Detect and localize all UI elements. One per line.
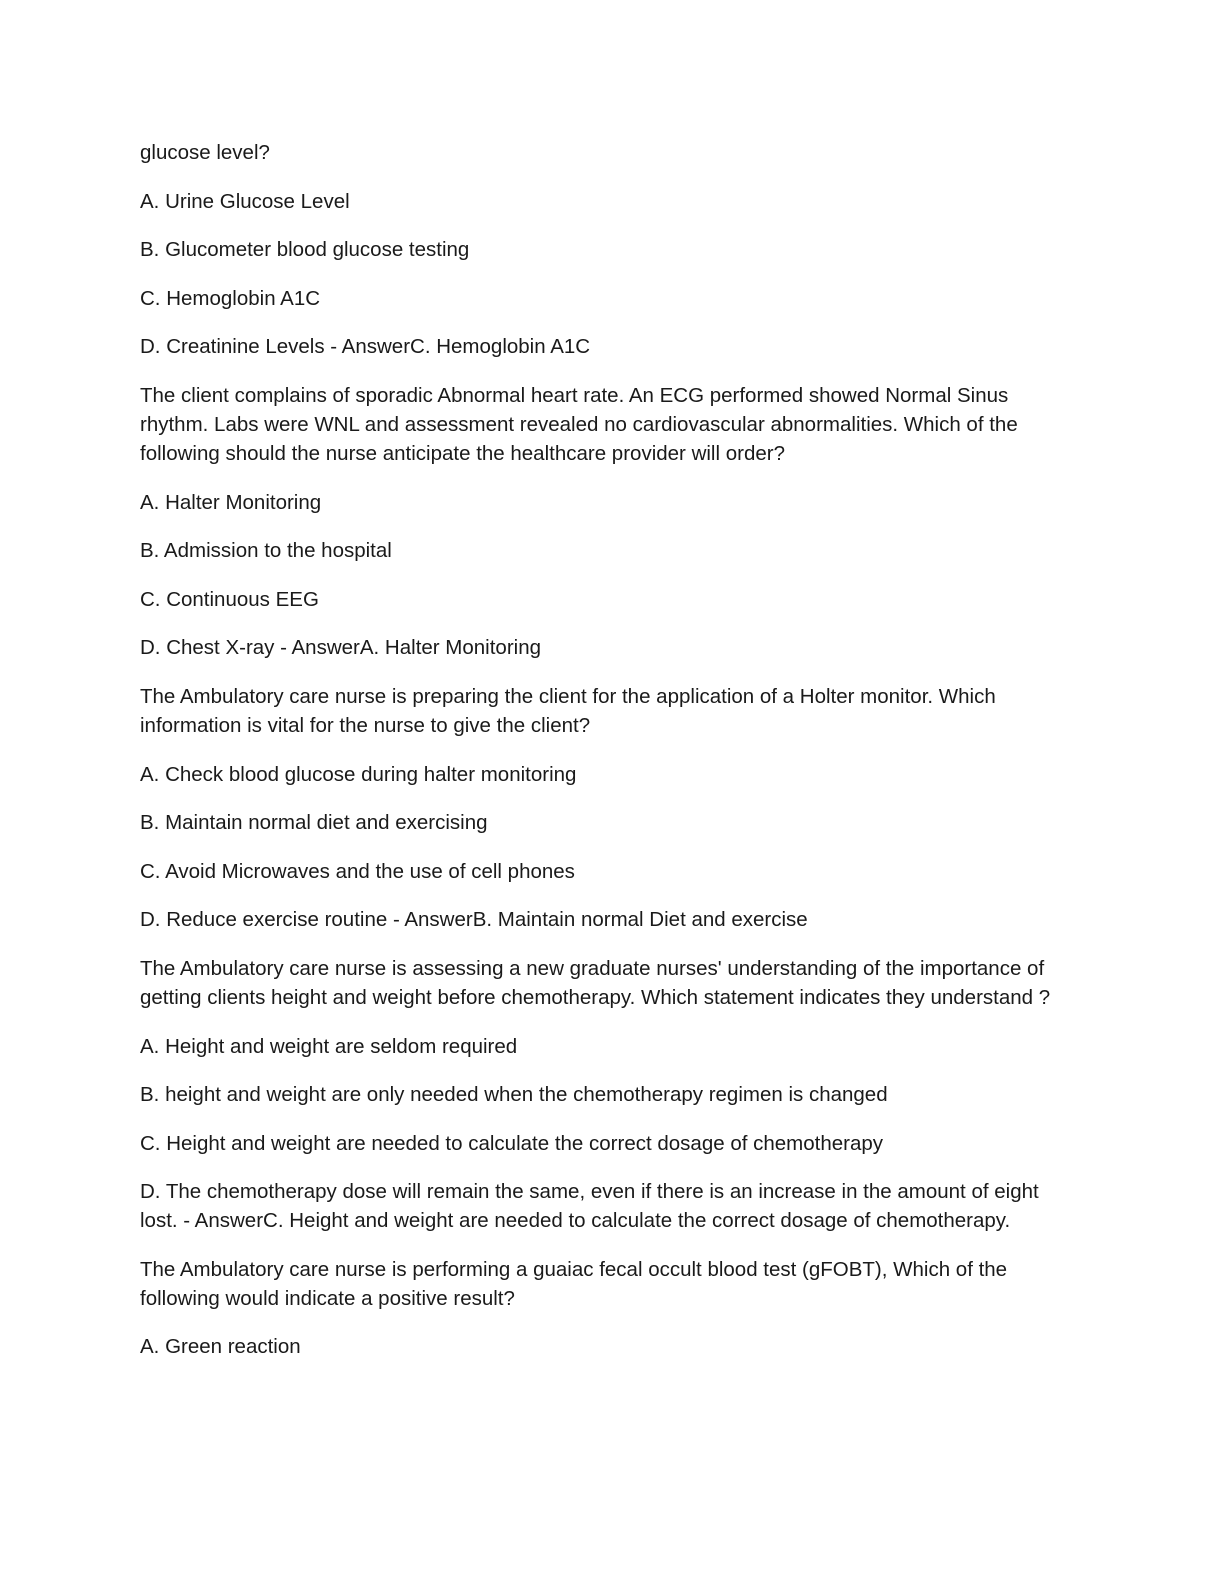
answer-option: A. Halter Monitoring — [140, 490, 322, 514]
question-text: The Ambulatory care nurse is preparing the client for the application of a Holter monitor. Which information is vital for the nurse to give the client? — [140, 684, 996, 737]
question-text: The Ambulatory care nurse is assessing a new graduate nurses' understanding of the importance of getting clients height and weight before chemotherapy. Which statement indicates they understand ? — [140, 956, 1051, 1009]
answer-option-with-key: D. Reduce exercise routine - AnswerB. Maintain normal Diet and exercise — [140, 908, 808, 932]
answer-option: A. Height and weight are seldom required — [140, 1034, 518, 1058]
answer-option: C. Avoid Microwaves and the use of cell phones — [140, 859, 575, 883]
answer-option: B. height and weight are only needed when the chemotherapy regimen is changed — [140, 1083, 888, 1107]
question-fragment: glucose level? — [140, 141, 270, 164]
answer-option: C. Height and weight are needed to calculate the correct dosage of chemotherapy — [140, 1131, 884, 1155]
answer-option: A. Check blood glucose during halter monitoring — [140, 762, 577, 786]
question-text: The Ambulatory care nurse is performing a guaiac fecal occult blood test (gFOBT), Which of the following would indicate a positive result? — [140, 1257, 1008, 1310]
answer-option: A. Green reaction — [140, 1335, 301, 1359]
answer-option-with-key: D. Creatinine Levels - AnswerC. Hemoglobin A1C — [140, 335, 591, 359]
document-page — [140, 138, 1075, 1381]
question-text: The client complains of sporadic Abnormal heart rate. An ECG performed showed Normal Sinus rhythm. Labs were WNL and assessment revealed no cardiovascular abnormalities. Which of the following should the nurse anticipate the healthcare provider will order? — [140, 383, 1018, 465]
answer-option-with-key: D. Chest X-ray - AnswerA. Halter Monitoring — [140, 636, 542, 660]
answer-option: B. Admission to the hospital — [140, 539, 392, 563]
answer-option: C. Continuous EEG — [140, 587, 319, 611]
answer-option: B. Maintain normal diet and exercising — [140, 811, 488, 835]
answer-option: B. Glucometer blood glucose testing — [140, 238, 470, 262]
answer-option-with-key: D. The chemotherapy dose will remain the same, even if there is an increase in the amount of eight lost. - AnswerC. Height and weight are needed to calculate the correct dosage of chemotherapy. — [140, 1180, 1039, 1233]
answer-option: A. Urine Glucose Level — [140, 189, 350, 213]
answer-option: C. Hemoglobin A1C — [140, 286, 321, 310]
